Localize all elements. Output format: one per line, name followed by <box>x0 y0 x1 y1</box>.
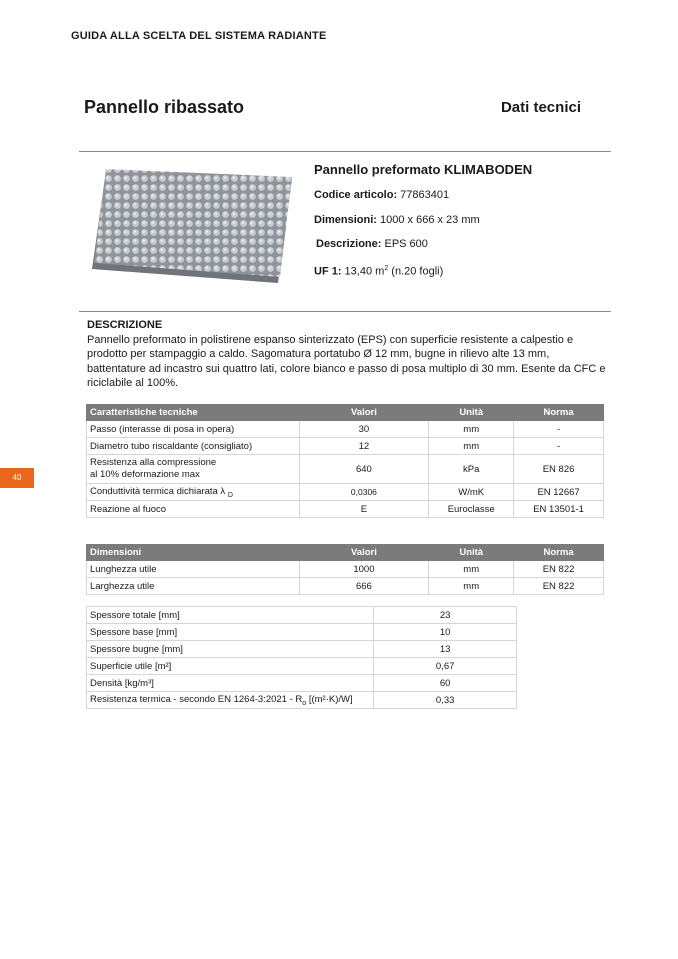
product-info <box>314 164 532 290</box>
description-heading: DESCRIZIONE <box>87 319 163 331</box>
table-row: Resistenza termica - secondo EN 1264-3:2021 - $R_o$ [(m²·K)/W] 0,33 <box>87 692 517 709</box>
table-row: Reazione al fuoco E Euroclasse EN 13501-1 <box>87 501 604 518</box>
table-header-row: Caratteristiche tecniche Valori Unità Norma <box>87 405 604 421</box>
table-row: Resistenza alla compressione al 10% deformazione max 640 kPa EN 826 <box>87 455 604 484</box>
table-row: Lunghezza utile 1000 mm EN 822 <box>87 561 604 578</box>
product-name: Pannello preformato KLIMABODEN <box>314 162 533 177</box>
tech-table <box>86 404 604 518</box>
description-text: Pannello preformato in polistirene espanso sinterizzato (EPS) con superficie resistente a calpestio e prodotto per stampaggio a caldo. Sagomatura portatubo Ø 12 mm, bugne in rilievo alte 13 mm, battentature ad incastro sui quattro lati, colore bianco e passo di posa multiplo di 30 mm. Esente da CFC e riciclabile al 100%. <box>87 334 606 389</box>
section-title: GUIDA ALLA SCELTA DEL SISTEMA RADIANTE <box>71 30 327 42</box>
product-code: Codice articolo: 77863401 <box>314 189 450 201</box>
divider <box>79 311 611 312</box>
table-row: Diametro tubo riscaldante (consigliato) 12 mm - <box>87 438 604 455</box>
table-row: Densità [kg/m³] 60 <box>87 675 517 692</box>
table-header-row: Dimensioni Valori Unità Norma <box>87 545 604 561</box>
table-row: Larghezza utile 666 mm EN 822 <box>87 578 604 595</box>
table-row: Spessore base [mm] 10 <box>87 624 517 641</box>
page-subtitle: Dati tecnici <box>500 99 581 116</box>
spec-table <box>86 606 517 709</box>
product-dimensions: Dimensioni: 1000 x 666 x 23 mm <box>314 213 480 226</box>
product-uf: UF 1: 13,40 $m^2$ (n.20 fogli) <box>314 264 444 278</box>
dimensions-table <box>86 544 604 595</box>
table-row: Superficie utile [m²] 0,67 <box>87 658 517 675</box>
divider <box>79 151 611 152</box>
page-number-tab: 40 <box>0 468 34 488</box>
table-row: Spessore totale [mm] 23 <box>87 607 517 624</box>
page-title: Pannello ribassato <box>84 97 245 117</box>
table-row: Conduttività termica dichiarata λ $_D$ 0,0306 W/mK EN 12667 <box>87 484 604 501</box>
product-description: Descrizione: EPS 600 <box>316 238 428 250</box>
table-row: Spessore bugne [mm] 13 <box>87 641 517 658</box>
table-row: Passo (interasse di posa in opera) 30 mm - <box>87 421 604 438</box>
panel-image <box>86 165 298 287</box>
